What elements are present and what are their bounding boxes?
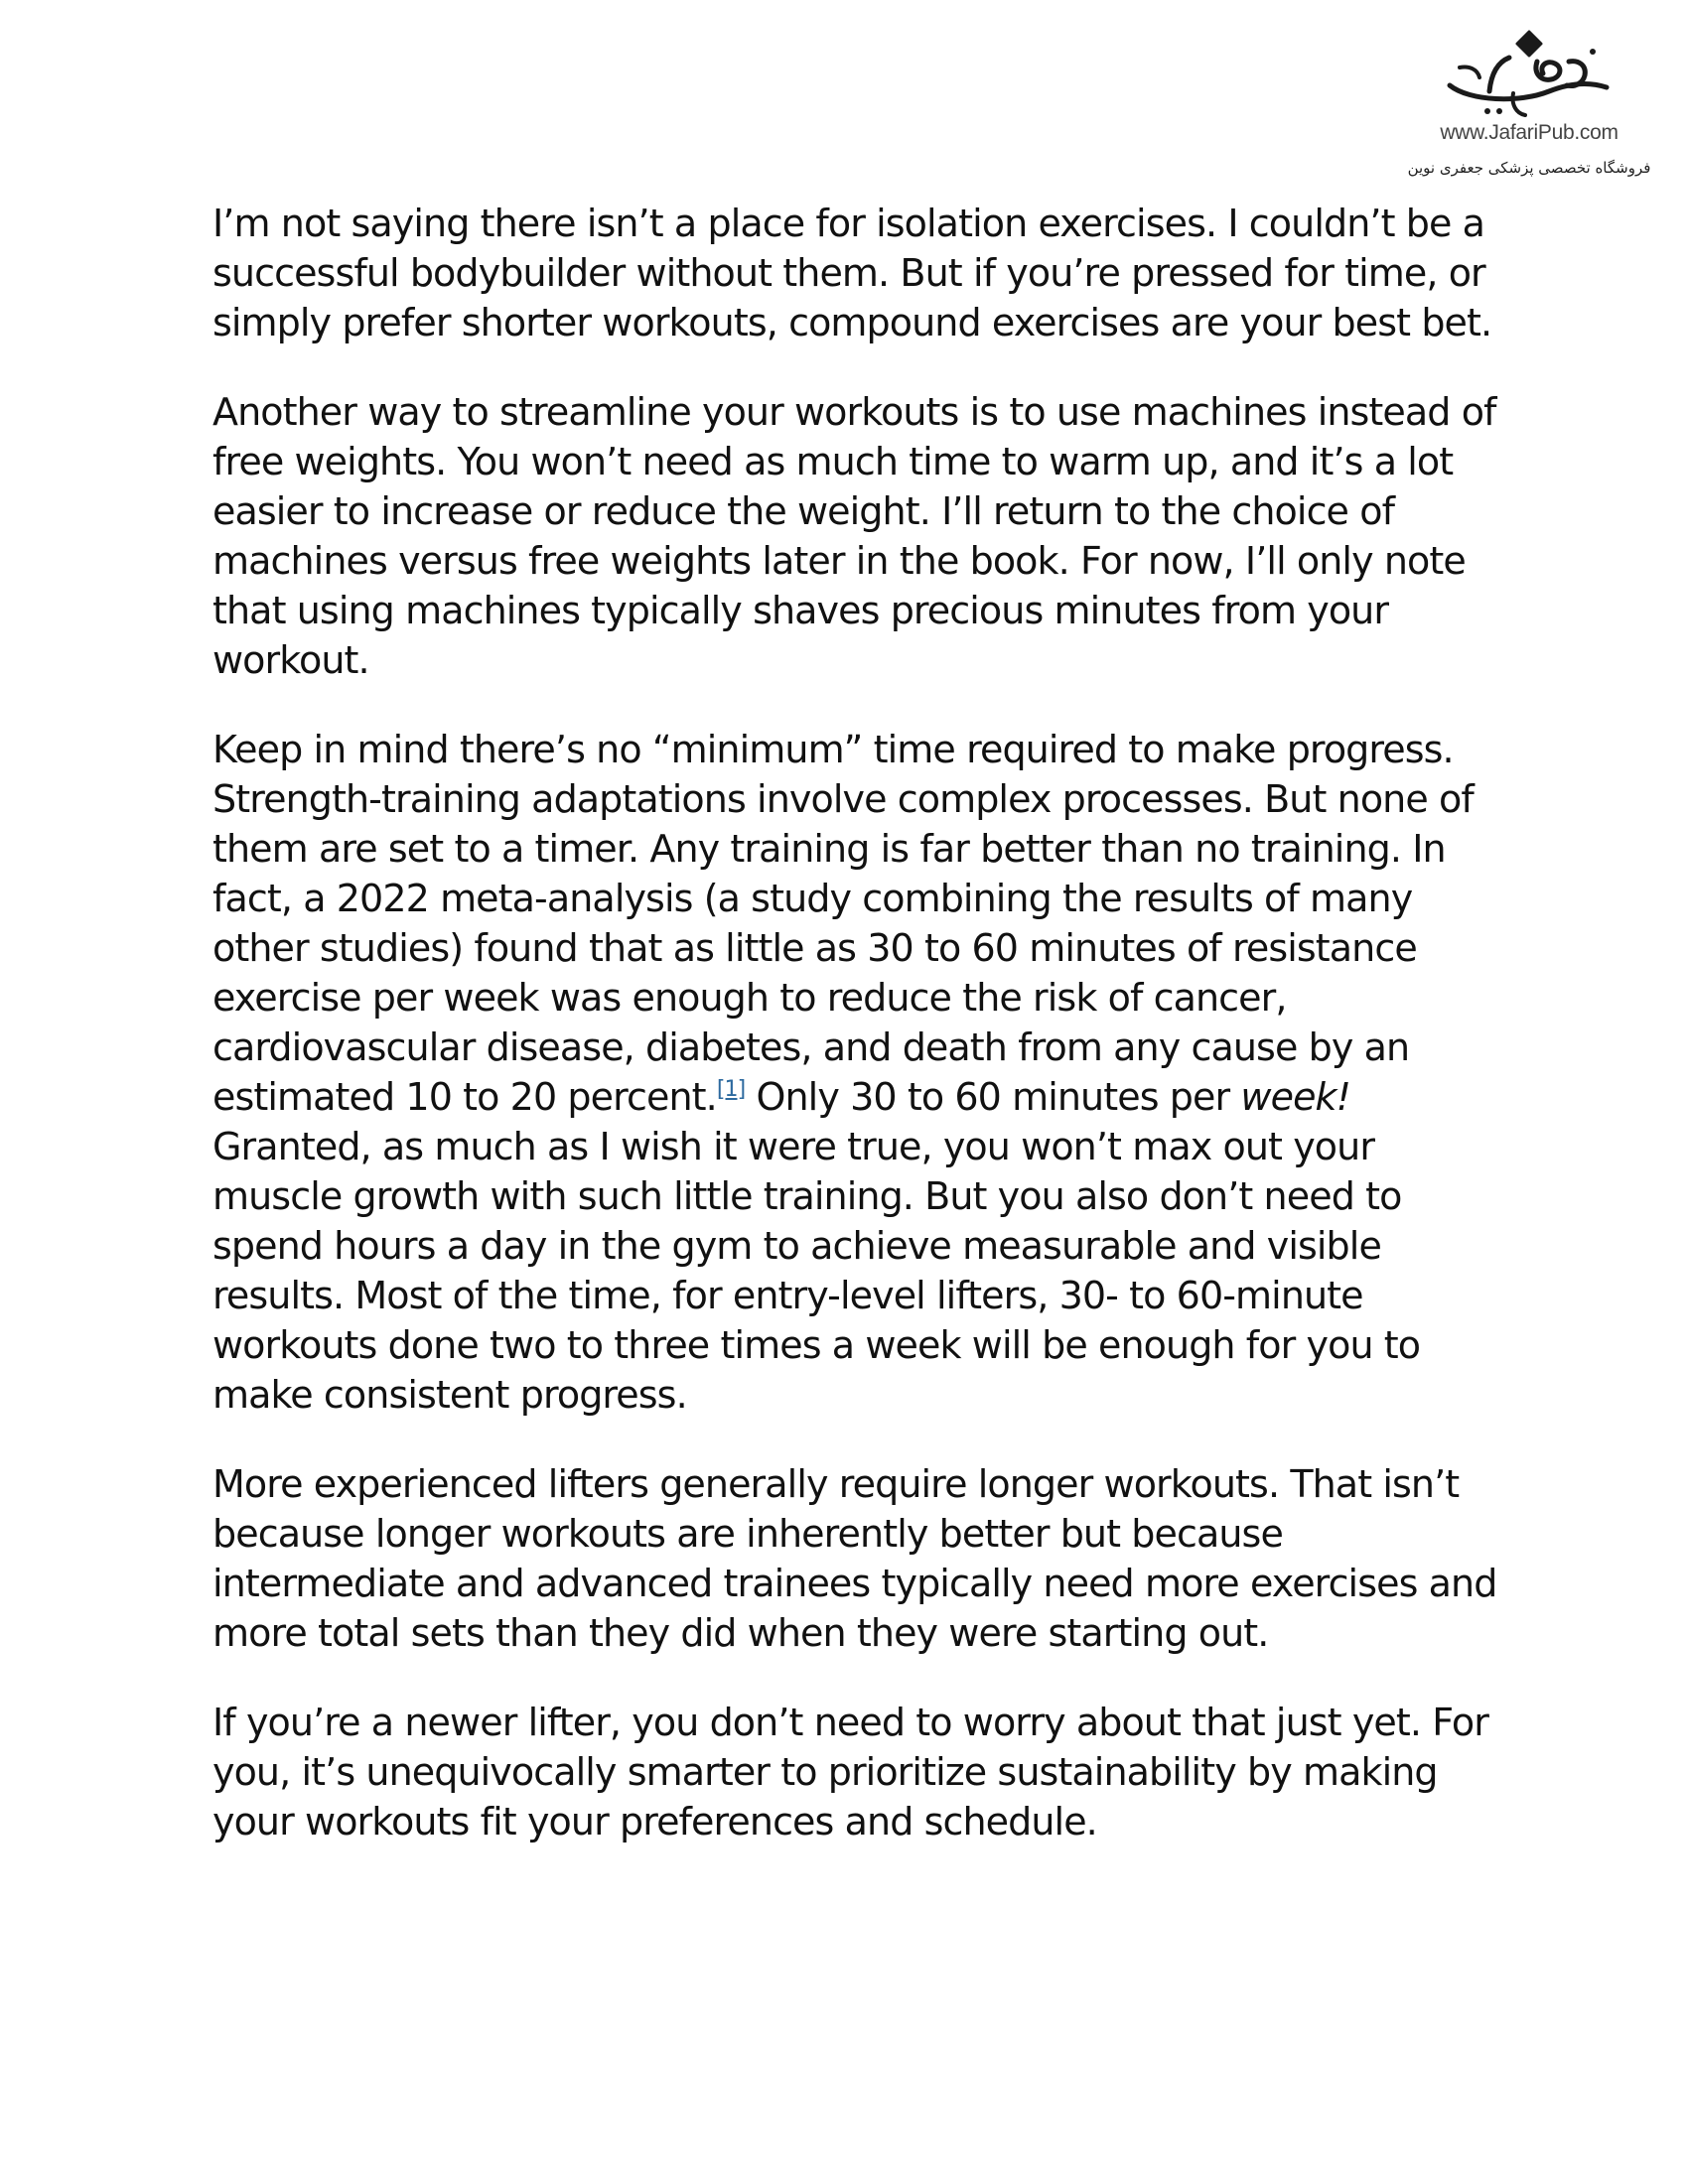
paragraph-3 (212, 725, 1503, 1420)
paragraph-3-part-b: Only 30 to 60 minutes per (745, 1075, 1241, 1119)
paragraph-4: More experienced lifters generally require longer workouts. That isn’t because longer workouts are inherently better but because intermediate and advanced trainees typically need more exercises and more total sets than they did when they were starting out. (212, 1462, 1497, 1655)
paragraph-1: I’m not saying there isn’t a place for isolation exercises. I couldn’t be a successful bodybuilder without them. But if you’re pressed for time, or simply prefer shorter workouts, compound exercises are your best bet. (212, 202, 1492, 344)
publisher-tagline: فروشگاه تخصصی پزشکی جعفری نوین (1407, 159, 1651, 177)
paragraph-3-part-c: Granted, as much as I wish it were true, you won’t max out your muscle growth with such little training. But you also don’t need to spend hours a day in the gym to achieve measurable and visible results. Most of the time, for entry-level lifters, 30- to 60-minute workouts done two to three times a week will be enough for you to make consistent progress. (212, 1125, 1421, 1417)
body-text (212, 199, 1503, 1886)
jafari-calligraphy-logo-icon (1430, 22, 1628, 121)
footnote-link-1[interactable]: [1] (716, 1077, 746, 1102)
paragraph-2: Another way to streamline your workouts is to use machines instead of free weights. You won’t need as much time to warm up, and it’s a lot easier to increase or reduce the weight. I’ll return to the choice of machines versus free weights later in the book. For now, I’ll only note that using machines typically shaves precious minutes from your workout. (212, 390, 1496, 682)
publisher-url: www.JafariPub.com (1440, 121, 1618, 144)
publisher-logo (1400, 22, 1658, 191)
paragraph-3-part-a: Keep in mind there’s no “minimum” time required to make progress. Strength-training adaptations involve complex processes. But none of them are set to a timer. Any training is far better than no training. In fact, a 2022 meta-analysis (a study combining the results of many other studies) found that as little as 30 to 60 minutes of resistance exercise per week was enough to reduce the risk of cancer, cardiovascular disease, diabetes, and death from any cause by an estimated 10 to 20 percent. (212, 728, 1474, 1119)
paragraph-5: If you’re a newer lifter, you don’t need to worry about that just yet. For you, it’s unequivocally smarter to prioritize sustainability by making your workouts fit your preferences and schedule. (212, 1701, 1488, 1843)
paragraph-3-emphasis: week! (1240, 1075, 1350, 1119)
